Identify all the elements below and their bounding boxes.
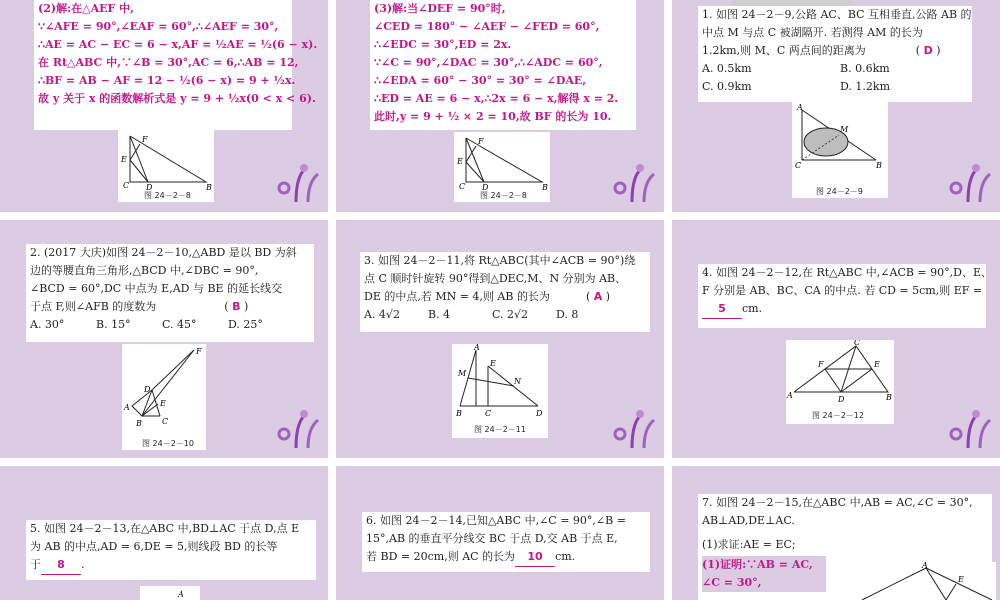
text-line: 在 Rt△ABC 中,∵∠B = 30°,AC = 6,∴AB = 12,: [38, 56, 299, 69]
point-label: N: [514, 377, 521, 386]
question-box: [698, 264, 992, 328]
answer-choice: A: [593, 290, 603, 303]
triangle-figure: [454, 132, 550, 190]
slide-8[interactable]: [336, 466, 664, 600]
point-label: E: [874, 360, 880, 369]
options-row: A. 0.5km B. 0.6km: [702, 62, 890, 75]
decoration-icon: [274, 158, 324, 208]
figure-caption: 图 24－2－11: [474, 425, 526, 434]
text-line: 5 cm.: [702, 300, 986, 319]
figure-caption: 图 24－2－12: [812, 411, 864, 420]
figure-24-2-13: [140, 586, 200, 600]
lake-figure: [792, 102, 888, 182]
decoration-icon: [610, 158, 660, 208]
text-line: 边的等腰直角三角形,△BCD 中,∠DBC = 90°,: [30, 264, 259, 277]
proof-box: [702, 556, 826, 592]
triangle-figure: [856, 562, 996, 600]
solution-box: [34, 0, 318, 130]
point-label: A: [124, 403, 130, 412]
slide-7[interactable]: [0, 466, 328, 600]
rotation-figure: [452, 344, 548, 422]
text-line: ∠BCD = 60°,DC 中点为 E,AD 与 BE 的延长线交: [30, 282, 283, 295]
options-row: A. 30° B. 15° C. 45° D. 25°: [30, 318, 263, 331]
question-box: [360, 252, 650, 332]
text-line: (2)解:在△AEF 中,: [38, 2, 134, 15]
figure-caption: 图 24－2－9: [816, 187, 863, 196]
point-label: C: [795, 161, 802, 170]
decoration-icon: [610, 404, 660, 454]
triangle-figure: [118, 130, 214, 190]
text-line: 5. 如图 24－2－13,在△ABC 中,BD⊥AC 于点 D,点 E: [30, 522, 300, 535]
point-label: C: [459, 182, 466, 190]
text-line: F 分别是 AB、BC、CA 的中点. 若 CD = 5cm,则 EF =: [702, 284, 983, 297]
text-line: 点 C 顺时针旋转 90°得到△DEC,M、N 分别为 AB、: [364, 272, 627, 285]
text-line: AB⊥AD,DE⊥AC.: [702, 514, 795, 527]
figure-24-2-9: [792, 102, 888, 198]
options-row: A. 4√2 B. 4 C. 2√2 D. 8: [364, 308, 579, 321]
answer-choice: B: [232, 300, 241, 313]
text-line: 1.2km,则 M、C 两点间的距离为 ( D ): [702, 44, 941, 57]
point-label: D: [146, 183, 153, 190]
point-label: A: [797, 103, 803, 112]
point-label: E: [457, 157, 463, 166]
options-row: C. 0.9km D. 1.2km: [702, 80, 891, 93]
point-label: D: [482, 183, 489, 190]
text-line: 2. (2017 大庆)如图 24－2－10,△ABD 是以 BD 为斜: [30, 246, 297, 259]
answer-choice: D: [923, 44, 933, 57]
question-box: [698, 6, 972, 102]
text-line: 于 8 .: [30, 556, 316, 575]
midpoint-figure: [786, 340, 894, 406]
point-label: A: [922, 562, 928, 570]
text-line: DE 的中点,若 MN = 4,则 AB 的长为 ( A ): [364, 290, 611, 303]
text-line: ∴BF = AB − AF = 12 − ½(6 − x) = 9 + ½x.: [38, 74, 296, 87]
slide-3[interactable]: [672, 0, 1000, 212]
decoration-icon: [946, 404, 996, 454]
text-line: 1. 如图 24－2－9,公路 AC、BC 互相垂直,公路 AB 的: [702, 8, 972, 21]
triangle-figure: [122, 344, 206, 436]
point-label: M: [840, 125, 849, 134]
text-line: 中点 M 与点 C 被湖隔开. 若测得 AM 的长为: [702, 26, 923, 39]
figure-24-2-8: [454, 132, 550, 202]
point-label: D: [838, 395, 845, 404]
point-label: B: [886, 393, 892, 402]
question-box: [362, 512, 650, 572]
figure-24-2-15: [856, 562, 996, 600]
point-label: D: [144, 385, 151, 394]
point-label: C: [162, 417, 169, 426]
decoration-icon: [946, 158, 996, 208]
point-label: B: [542, 183, 548, 190]
slide-9[interactable]: [672, 466, 1000, 600]
point-label: D: [536, 409, 543, 418]
text-line: ∵∠C = 90°,∠DAC = 30°,∴∠ADC = 60°,: [374, 56, 603, 69]
question-box: [26, 244, 314, 342]
text-line: ∴ED = AE = 6 − x,∴2x = 6 − x,解得 x = 2.: [374, 92, 619, 105]
point-label: F: [478, 137, 484, 146]
text-line: 于点 F,则∠AFB 的度数为 ( B ): [30, 300, 249, 313]
text-line: 此时,y = 9 + ½ × 2 = 10,故 BF 的长为 10.: [374, 110, 612, 123]
text-line: ∵∠AFE = 90°,∠EAF = 60°,∴∠AEF = 30°,: [38, 20, 279, 33]
slide-4[interactable]: [0, 220, 328, 458]
answer-blank: 8: [41, 556, 81, 575]
figure-caption: 图 24－2－8: [144, 191, 191, 200]
figure-24-2-8: [118, 130, 214, 202]
point-label: C: [123, 181, 130, 190]
point-label: F: [196, 347, 202, 356]
point-label: M: [458, 369, 467, 378]
text-line: 7. 如图 24－2－15,在△ABC 中,AB = AC,∠C = 30°,: [702, 496, 973, 509]
answer-blank: 10: [515, 548, 555, 567]
slide-5[interactable]: [336, 220, 664, 458]
point-label: A: [178, 590, 184, 599]
proof-line: ∠C = 30°,: [702, 576, 762, 589]
text-line: ∠CED = 180° − ∠AEF − ∠FED = 60°,: [374, 20, 600, 33]
text-line: 故 y 关于 x 的函数解析式是 y = 9 + ½x(0 < x < 6).: [38, 92, 316, 105]
point-label: B: [876, 161, 882, 170]
text-line: 15°,AB 的垂直平分线交 BC 于点 D,交 AB 于点 E,: [366, 532, 618, 545]
point-label: E: [490, 359, 496, 368]
point-label: F: [818, 360, 824, 369]
point-label: B: [206, 183, 212, 190]
text-line: ∴AE = AC − EC = 6 − x,AF = ½AE = ½(6 − x).: [38, 38, 318, 51]
point-label: E: [958, 575, 964, 584]
point-label: C: [485, 409, 492, 418]
point-label: B: [136, 419, 142, 428]
point-label: F: [142, 135, 148, 144]
point-label: A: [787, 391, 793, 400]
text-line: 为 AB 的中点,AD = 6,DE = 5,则线段 BD 的长等: [30, 540, 278, 553]
text-line: (3)解:当∠DEF = 90°时,: [374, 2, 506, 15]
text-line: 4. 如图 24－2－12,在 Rt△ABC 中,∠ACB = 90°,D、E、: [702, 266, 992, 279]
text-line: 若 BD = 20cm,则 AC 的长为 10 cm.: [366, 548, 650, 567]
slide-6[interactable]: [672, 220, 1000, 458]
figure-caption: 图 24－2－8: [480, 191, 527, 200]
slide-2[interactable]: [336, 0, 664, 212]
point-label: E: [160, 399, 166, 408]
point-label: A: [474, 344, 480, 352]
point-label: C: [854, 340, 861, 347]
point-label: E: [121, 155, 127, 164]
text-line: 3. 如图 24－2－11,将 Rt△ABC(其中∠ACB = 90°)绕: [364, 254, 636, 267]
figure-24-2-12: [786, 340, 894, 424]
text-line: 6. 如图 24－2－14,已知△ABC 中,∠C = 90°,∠B =: [366, 514, 626, 527]
point-label: B: [456, 409, 462, 418]
figure-24-2-11: [452, 344, 548, 438]
text-line: ∴∠EDA = 60° − 30° = 30° = ∠DAE,: [374, 74, 587, 87]
figure-24-2-10: [122, 344, 206, 450]
proof-line: (1)证明:∵AB = AC,: [702, 558, 813, 571]
figure-caption: 图 24－2－10: [142, 439, 194, 448]
answer-blank: 5: [702, 300, 742, 319]
triangle-figure: [140, 587, 200, 600]
decoration-icon: [274, 404, 324, 454]
text-line: ∴∠EDC = 30°,ED = 2x.: [374, 38, 512, 51]
text-line: (1)求证:AE = EC;: [702, 538, 796, 551]
question-box: [26, 520, 316, 580]
solution-box: [370, 0, 636, 130]
slide-1[interactable]: [0, 0, 328, 212]
